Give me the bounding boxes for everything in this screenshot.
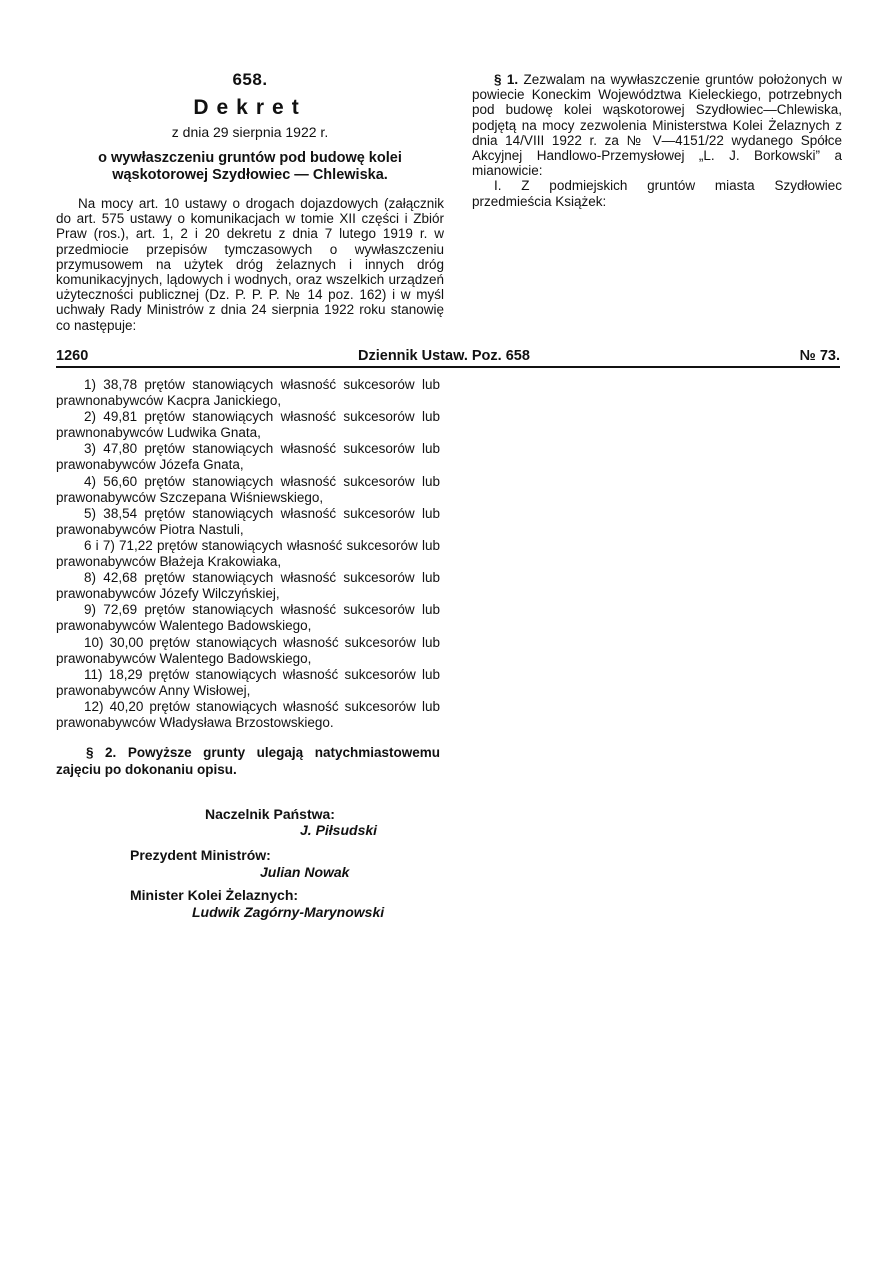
signature-name-railway-minister: Ludwik Zagórny-Marynowski [192, 904, 385, 920]
list-item: 9) 72,69 prętów stanowiących własność sukcesorów lub prawonabywców Walentego Badowskiego, [56, 602, 440, 634]
page-number: 1260 [56, 348, 89, 364]
section-1 [472, 72, 842, 178]
list-item: 6 i 7) 71,22 prętów stanowiących własność sukcesorów lub prawonabywców Błażeja Krakowiaka, [56, 537, 440, 570]
signature-title-railway-minister: Minister Kolei Żelaznych: [130, 887, 299, 903]
list-item: 4) 56,60 prętów stanowiących własność sukcesorów lub prawonabywców Szczepana Wiśniewskiego, [56, 473, 440, 505]
right-column [472, 70, 842, 209]
decree-preamble: Na mocy art. 10 ustawy o drogach dojazdowych (załącznik do art. 575 ustawy o komunikacjach w tomie XII części i Zbiór Praw (ros.), art. 1, 2 i 20 dekretu z dnia 7 lutego 1919 r. w przedmiocie przepisów tymczasowych o wywłaszczeniu przymusowem na użytek dróg żelaznych i innych dróg komunikacyjnych, lądowych i wodnych, oraz wszelkich urządzeń użyteczności publicznej (Dz. P. P. P. № 14 poz. 162) i w myśl uchwały Rady Ministrów z dnia 24 sierpnia 1922 roku stanowię co następuje: [56, 196, 444, 333]
list-item: 3) 47,80 prętów stanowiących własność sukcesorów lub prawonabywców Józefa Gnata, [56, 441, 440, 473]
list-item: 5) 38,54 prętów stanowiących własność sukcesorów lub prawonabywców Piotra Nastuli, [56, 505, 440, 537]
property-list [56, 377, 440, 778]
left-column [56, 70, 444, 333]
signature-title-head-of-state: Naczelnik Państwa: [205, 806, 335, 822]
list-item: 2) 49,81 prętów stanowiących własność sukcesorów lub prawnonabywców Ludwika Gnata, [56, 409, 440, 441]
section-2: § 2. Powyższe grunty ulegają natychmiastowemu zajęciu po dokonaniu opisu. [56, 745, 440, 777]
section-1-label: § 1. [494, 72, 519, 87]
decree-title: o wywłaszczeniu gruntów pod budowę kolei wąskotorowej Szydłowiec — Chlewiska. [98, 150, 402, 183]
decree-heading: Dekret [193, 96, 307, 119]
list-item: 11) 18,29 prętów stanowiących własność sukcesorów lub prawonabywców Anny Wisłowej, [56, 666, 440, 698]
signature-name-prime-minister: Julian Nowak [260, 864, 350, 880]
journal-reference: Dziennik Ustaw. Poz. 658 [358, 348, 530, 364]
signature-title-prime-minister: Prezydent Ministrów: [130, 847, 271, 863]
list-item: 12) 40,20 prętów stanowiących własność sukcesorów lub prawonabywców Władysława Brzostowskiego. [56, 698, 440, 730]
list-item: 10) 30,00 prętów stanowiących własność sukcesorów lub prawonabywców Walentego Badowskiego, [56, 634, 440, 666]
decree-number: 658. [232, 70, 268, 89]
signature-name-head-of-state: J. Piłsudski [300, 822, 378, 838]
decree-date: z dnia 29 sierpnia 1922 r. [171, 124, 329, 140]
list-item: 1) 38,78 prętów stanowiących własność sukcesorów lub prawnonabywców Kacpra Janickiego, [56, 377, 440, 409]
subsection-i: I. Z podmiejskich gruntów miasta Szydłowiec przedmieścia Książek: [472, 178, 842, 209]
list-item: 8) 42,68 prętów stanowiących własność sukcesorów lub prawonabywców Józefy Wilczyńskiej, [56, 570, 440, 602]
section-1-text: Zezwalam na wywłaszczenie gruntów położonych w powiecie Koneckim Województwa Kieleckiego, potrzebnych pod budowę kolei wąskotorowej Szydłowiec—Chlewiska, podjętą na mocy zezwolenia Ministerstwa Kolei Żelaznych z dnia 14/VIII 1922 r. za № V—4151/22 wydanego Spółce Akcyjnej Handlowo-Przemysłowej „L. J. Borkowski” a mianowicie: [472, 72, 842, 179]
page-header [56, 342, 840, 368]
issue-number: № 73. [799, 348, 840, 364]
